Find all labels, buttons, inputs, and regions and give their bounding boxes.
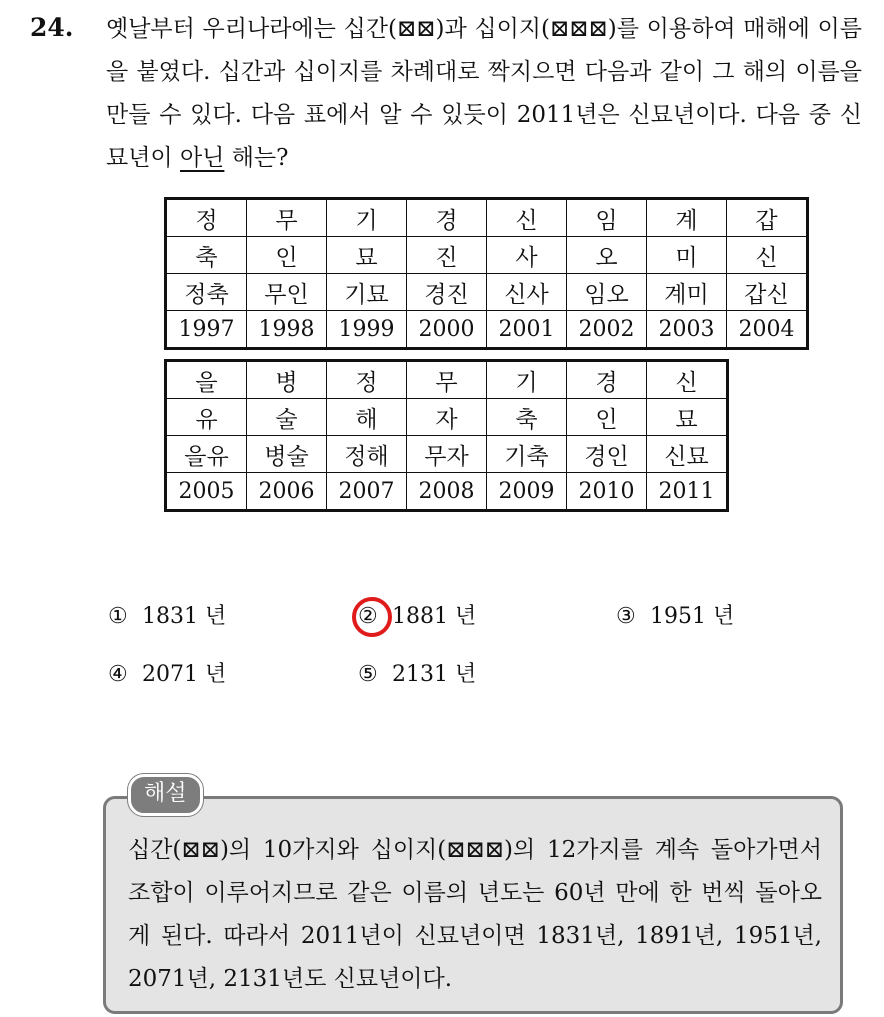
table-cell: 미	[647, 237, 727, 274]
table-cell: 임	[567, 199, 647, 237]
table-cell: 2006	[247, 473, 327, 511]
table-cell: 2002	[567, 311, 647, 349]
table-cell: 축	[166, 237, 247, 274]
question-text-main: 옛날부터 우리나라에는 십간(⊠⊠)과 십이지(⊠⊠⊠)를 이용하여 매해에 이름을 붙였다. 십간과 십이지를 차례대로 짝지으면 다음과 같이 그 해의 이름을 만들 수 있다. 다음 표에서 알 수 있듯이 2011년은 신묘년이다. 다음 중 신묘년이	[106, 16, 862, 171]
table-cell: 정해	[327, 436, 407, 473]
table-cell: 갑신	[727, 274, 808, 311]
table-row	[166, 274, 808, 311]
table-cell: 사	[487, 237, 567, 274]
table-cell: 경진	[407, 274, 487, 311]
question-number: 24.	[30, 13, 74, 42]
table-cell: 묘	[327, 237, 407, 274]
table-cell: 2001	[487, 311, 567, 349]
table-cell: 병	[247, 361, 327, 399]
table-cell: 신묘	[647, 436, 728, 473]
table-cell: 자	[407, 399, 487, 436]
choice-mark: ①	[108, 604, 128, 629]
question-text	[106, 8, 862, 180]
table-cell: 정	[327, 361, 407, 399]
table-cell: 임오	[567, 274, 647, 311]
table-cell: 신	[487, 199, 567, 237]
explanation-text: 십간(⊠⊠)의 10가지와 십이지(⊠⊠⊠)의 12가지를 계속 돌아가면서 조합이 이루어지므로 같은 이름의 년도는 60년 만에 한 번씩 돌아오게 된다. 따라서 2011년이 신묘년이면 1831년, 1891년, 1951년, 2071년, 2131년도 신묘년이다.	[128, 837, 822, 992]
choice-value: 2071 년	[142, 662, 227, 687]
choice-3[interactable]	[616, 597, 734, 637]
table-cell: 을유	[166, 436, 247, 473]
table-cell: 기	[327, 199, 407, 237]
year-name-table-2	[164, 359, 729, 512]
table-row	[166, 399, 728, 436]
choice-mark: ⑤	[358, 662, 378, 687]
table-cell: 무인	[247, 274, 327, 311]
table-cell: 1997	[166, 311, 247, 349]
table-cell: 기축	[487, 436, 567, 473]
table-cell: 술	[247, 399, 327, 436]
table-cell: 경	[407, 199, 487, 237]
table-cell: 무	[407, 361, 487, 399]
table-cell: 2008	[407, 473, 487, 511]
choice-1[interactable]	[108, 597, 226, 637]
table-cell: 2000	[407, 311, 487, 349]
choice-4[interactable]	[108, 655, 226, 695]
table-cell: 2010	[567, 473, 647, 511]
table-cell: 진	[407, 237, 487, 274]
table-cell: 해	[327, 399, 407, 436]
table-cell: 묘	[647, 399, 728, 436]
table-cell: 신사	[487, 274, 567, 311]
table-row	[166, 199, 808, 237]
choice-mark: ③	[616, 604, 636, 629]
choice-value: 1831 년	[142, 604, 227, 629]
table-cell: 유	[166, 399, 247, 436]
table-cell: 경	[567, 361, 647, 399]
table-cell: 1999	[327, 311, 407, 349]
choice-value: 1951 년	[650, 604, 735, 629]
table-cell: 정축	[166, 274, 247, 311]
table-cell: 2007	[327, 473, 407, 511]
explanation-box	[103, 796, 843, 1014]
choice-2[interactable]	[358, 597, 476, 637]
table-cell: 경인	[567, 436, 647, 473]
table-cell: 갑	[727, 199, 808, 237]
choice-5[interactable]	[358, 655, 476, 695]
table-cell: 정	[166, 199, 247, 237]
table-cell: 무자	[407, 436, 487, 473]
table-row	[166, 237, 808, 274]
choice-mark: ④	[108, 662, 128, 687]
table-row	[166, 311, 808, 349]
table-cell: 2005	[166, 473, 247, 511]
table-cell: 축	[487, 399, 567, 436]
table-cell: 기묘	[327, 274, 407, 311]
table-cell: 무	[247, 199, 327, 237]
table-cell: 오	[567, 237, 647, 274]
table-cell: 2009	[487, 473, 567, 511]
table-cell: 1998	[247, 311, 327, 349]
table-row	[166, 436, 728, 473]
table-cell: 계	[647, 199, 727, 237]
table-row	[166, 361, 728, 399]
question-text-end: 해는?	[224, 145, 289, 171]
table-row	[166, 473, 728, 511]
table-cell: 2011	[647, 473, 728, 511]
choice-value: 2131 년	[392, 662, 477, 687]
table-cell: 병술	[247, 436, 327, 473]
table-cell: 을	[166, 361, 247, 399]
table-cell: 인	[567, 399, 647, 436]
table-cell: 기	[487, 361, 567, 399]
choice-value: 1881 년	[392, 604, 477, 629]
choice-mark: ②	[358, 604, 378, 629]
explanation-label: 해설	[128, 774, 203, 816]
table-cell: 인	[247, 237, 327, 274]
table-cell: 계미	[647, 274, 727, 311]
question-underlined-word: 아닌	[179, 145, 225, 171]
table-cell: 신	[727, 237, 808, 274]
year-name-table-1	[164, 197, 809, 350]
table-cell: 2004	[727, 311, 808, 349]
table-cell: 2003	[647, 311, 727, 349]
table-cell: 신	[647, 361, 728, 399]
